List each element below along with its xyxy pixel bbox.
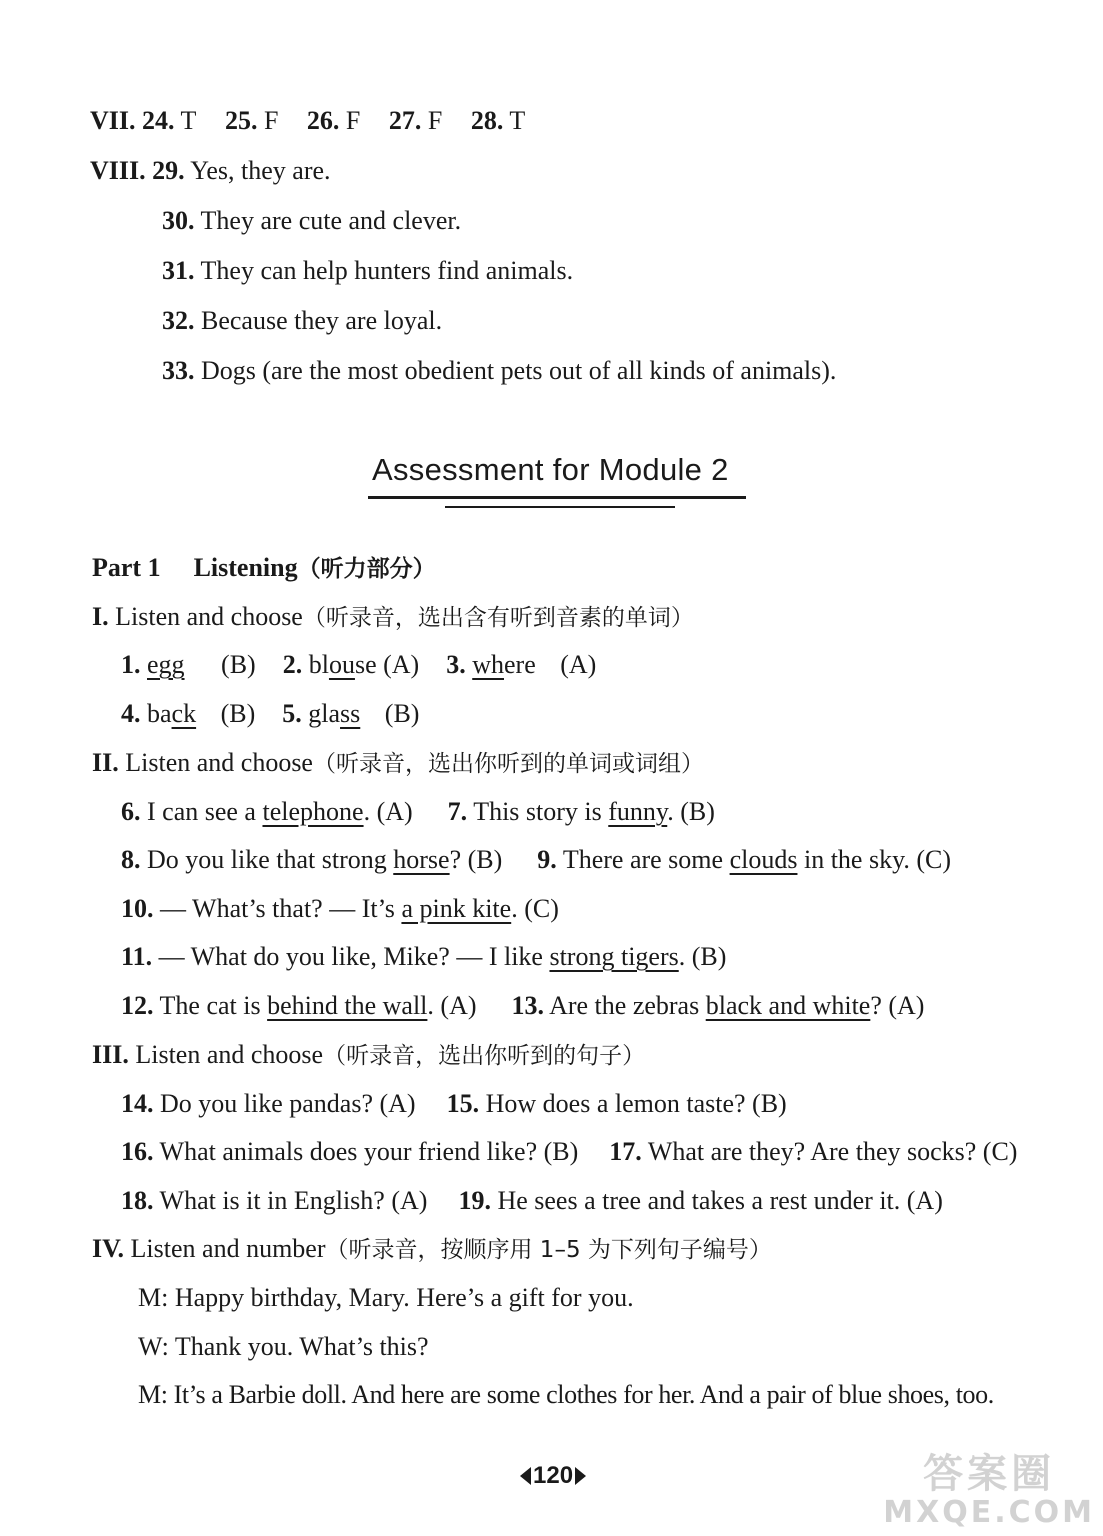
- watermark-text-top: 答案圈: [923, 1451, 1056, 1497]
- section-heading-cn: （听录音，选出含有听到音素的单词）: [302, 605, 694, 631]
- word-part: se: [354, 650, 377, 679]
- section-iii-row-2: [121, 1137, 1017, 1167]
- sentence-part: The cat is: [159, 991, 268, 1020]
- item-number: 6.: [121, 797, 141, 826]
- answer: (B): [384, 699, 420, 728]
- sentence-part: ? (B): [449, 845, 503, 874]
- item-number: 26.: [306, 106, 340, 135]
- item-number: 19.: [458, 1186, 491, 1215]
- title-underline: [368, 496, 746, 499]
- underlined-phoneme: ou: [328, 650, 355, 679]
- dialogue-text: Happy birthday, Mary. Here’s a gift for you.: [174, 1283, 634, 1312]
- part-name-cn: （听力部分）: [297, 556, 436, 582]
- section-ii-row-5: [121, 991, 924, 1021]
- word-part: ere: [504, 650, 536, 679]
- item-number: 3.: [446, 650, 466, 679]
- section-viii-answer-29: [90, 156, 331, 186]
- section-roman: II.: [92, 748, 119, 777]
- answer-text: He sees a tree and takes a rest under it. (A): [497, 1186, 943, 1215]
- underlined-word: funny: [608, 797, 668, 826]
- item-number: 25.: [224, 106, 258, 135]
- item-number: 32.: [162, 306, 195, 335]
- section-ii-row-1: [121, 797, 715, 827]
- dialogue-text: Thank you. What’s this?: [174, 1332, 429, 1361]
- answer: (B): [220, 699, 256, 728]
- underlined-word: clouds: [729, 845, 798, 874]
- section-iii-heading: [92, 1040, 645, 1071]
- item-number: 29.: [152, 156, 185, 185]
- section-i-row-2: [121, 699, 419, 729]
- item-number: 14.: [121, 1089, 154, 1118]
- word-part: bl: [308, 650, 329, 679]
- section-i-row-1: [121, 650, 596, 680]
- section-viii-answer-32: [162, 306, 442, 336]
- word-part: ba: [147, 699, 172, 728]
- answer-text: What animals does your friend like? (B): [159, 1137, 579, 1166]
- item-number: 13.: [511, 991, 544, 1020]
- section-vii-answers: [90, 106, 525, 136]
- answer: (B): [221, 650, 256, 679]
- item-number: 24.: [142, 106, 175, 135]
- section-heading: Listen and choose: [125, 748, 313, 777]
- section-heading: Listen and choose: [115, 602, 303, 631]
- section-heading-cn: （听录音，按顺序用 1–5 为下列句子编号）: [325, 1237, 772, 1263]
- item-number: 11.: [121, 942, 153, 971]
- speaker: W:: [138, 1332, 169, 1361]
- dialogue-line: [138, 1332, 429, 1362]
- answer-text: What are they? Are they socks? (C): [647, 1137, 1018, 1166]
- item-number: 10.: [121, 894, 154, 923]
- item-number: 16.: [121, 1137, 154, 1166]
- section-viii-answer-33: [162, 356, 836, 386]
- underlined-word: strong tigers: [549, 942, 679, 971]
- speaker: M:: [138, 1283, 169, 1312]
- section-iii-row-1: [121, 1089, 787, 1119]
- section-ii-row-4: [121, 942, 726, 972]
- triangle-right-icon: [575, 1467, 586, 1485]
- underlined-phoneme: ck: [171, 699, 197, 728]
- watermark-logo: [883, 1442, 1095, 1530]
- answer-text: How does a lemon taste? (B): [485, 1089, 787, 1118]
- sentence-part: in the sky. (C): [797, 845, 952, 874]
- sentence-part: There are some: [562, 845, 730, 874]
- answer: F: [345, 106, 361, 135]
- section-roman: VII.: [90, 106, 136, 135]
- item-number: 2.: [282, 650, 303, 679]
- underlined-word: black and white: [705, 991, 871, 1020]
- answer-text: Because they are loyal.: [201, 306, 443, 335]
- section-heading-cn: （听录音，选出你听到的单词或词组）: [312, 751, 704, 777]
- answer-text: They can help hunters find animals.: [200, 256, 574, 285]
- dialogue-line: [138, 1380, 994, 1410]
- answer: F: [427, 106, 443, 135]
- item-number: 15.: [446, 1089, 480, 1118]
- underlined-word: horse: [393, 845, 450, 874]
- sentence-part: I can see a: [147, 797, 263, 826]
- assessment-title: Assessment for Module 2: [372, 452, 729, 487]
- underlined-word: telephone: [262, 797, 364, 826]
- section-heading: Listen and choose: [135, 1040, 324, 1069]
- section-viii-answer-31: [162, 256, 573, 286]
- answer: F: [263, 106, 279, 135]
- title-underline-secondary: [445, 506, 675, 508]
- item-number: 4.: [121, 699, 141, 728]
- sentence-part: Do you like that strong: [147, 845, 394, 874]
- sentence-part: — What do you like, Mike? — I like: [158, 942, 550, 971]
- word-part: gla: [308, 699, 341, 728]
- item-number: 8.: [121, 845, 141, 874]
- part-label: Part 1: [92, 553, 161, 582]
- section-ii-row-2: [121, 845, 951, 875]
- item-number: 28.: [470, 106, 504, 135]
- underlined-phoneme: ss: [340, 699, 361, 728]
- section-roman: I.: [92, 602, 109, 631]
- answer: (A): [560, 650, 597, 679]
- dialogue-text: It’s a Barbie doll. And here are some clothes for her. And a pair of blue shoes, too.: [173, 1380, 994, 1409]
- part-name: Listening: [193, 553, 298, 582]
- item-number: 17.: [609, 1137, 642, 1166]
- section-viii-answer-30: [162, 206, 461, 236]
- section-roman: VIII.: [90, 156, 146, 185]
- answer: T: [509, 106, 526, 135]
- item-number: 30.: [162, 206, 195, 235]
- sentence-part: . (A): [427, 991, 477, 1020]
- item-number: 27.: [388, 106, 422, 135]
- item-number: 5.: [282, 699, 302, 728]
- item-number: 9.: [537, 845, 557, 874]
- triangle-left-icon: [520, 1467, 531, 1485]
- dialogue-line: [138, 1283, 634, 1313]
- part-1-heading: [92, 553, 436, 584]
- sentence-part: . (B): [667, 797, 715, 826]
- underlined-word: behind the wall: [267, 991, 428, 1020]
- section-iii-row-3: [121, 1186, 943, 1216]
- answer-text: Do you like pandas? (A): [160, 1089, 416, 1118]
- item-number: 1.: [121, 650, 141, 679]
- sentence-part: — What’s that? — It’s: [160, 894, 402, 923]
- item-number: 18.: [121, 1186, 154, 1215]
- item-number: 31.: [162, 256, 195, 285]
- sentence-part: This story is: [473, 797, 609, 826]
- section-ii-heading: [92, 748, 704, 779]
- answer-text: They are cute and clever.: [200, 206, 462, 235]
- section-heading: Listen and number: [130, 1234, 326, 1263]
- underlined-word: a pink kite: [401, 894, 512, 923]
- section-heading-cn: （听录音，选出你听到的句子）: [323, 1043, 646, 1069]
- item-number: 12.: [121, 991, 154, 1020]
- answer-text: Dogs (are the most obedient pets out of all kinds of animals).: [201, 356, 837, 385]
- sentence-part: ? (A): [870, 991, 925, 1020]
- section-i-heading: [92, 602, 694, 633]
- answer: (A): [383, 650, 420, 679]
- section-iv-heading: [92, 1234, 772, 1265]
- page-number: [520, 1462, 586, 1490]
- section-ii-row-3: [121, 894, 559, 924]
- answer: T: [180, 106, 197, 135]
- speaker: M:: [138, 1380, 168, 1409]
- sentence-part: . (B): [678, 942, 727, 971]
- watermark-text-bottom: MXQE.COM: [883, 1495, 1095, 1530]
- item-number: 33.: [162, 356, 195, 385]
- item-number: 7.: [447, 797, 468, 826]
- sentence-part: . (C): [511, 894, 559, 923]
- section-roman: III.: [92, 1040, 129, 1069]
- sentence-part: Are the zebras: [549, 991, 706, 1020]
- sentence-part: . (A): [363, 797, 413, 826]
- underlined-phoneme: egg: [147, 650, 185, 679]
- answer-text: Yes, they are.: [190, 156, 331, 185]
- page-number-text: 120: [533, 1462, 574, 1489]
- underlined-phoneme: wh: [472, 650, 504, 679]
- answer-text: What is it in English? (A): [159, 1186, 428, 1215]
- section-roman: IV.: [92, 1234, 125, 1263]
